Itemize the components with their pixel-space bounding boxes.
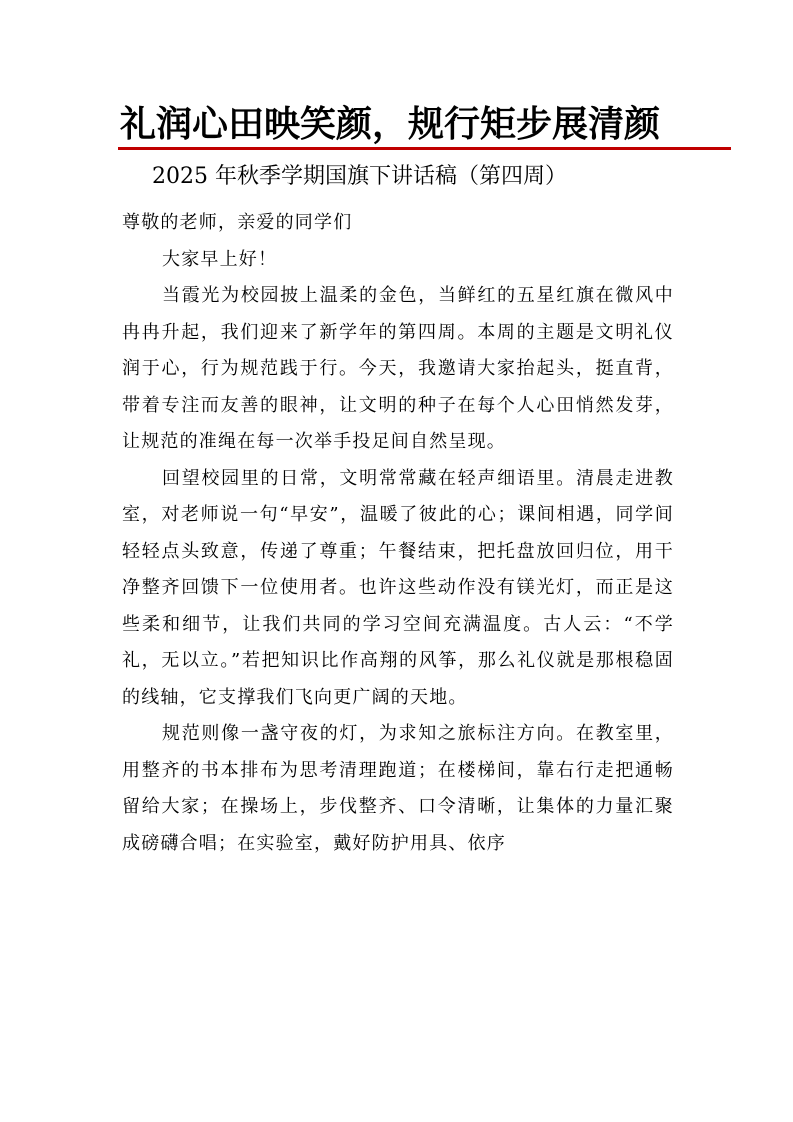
paragraph-2: 回望校园里的日常，文明常常藏在轻声细语里。清晨走进教室，对老师说一句“早安”，温暖了彼此的心；课间相遇，同学间轻轻点头致意，传递了尊重；午餐结束，把托盘放回归位，用干净整齐回馈下一位使用者。也许这些动作没有镁光灯，而正是这些柔和细节，让我们共同的学习空间充满温度。古人云：“不学礼，无以立。”若把知识比作高翔的风筝，那么礼仪就是那根稳固的线轴，它支撑我们飞向更广阔的天地。 xyxy=(122,467,674,708)
document-subtitle: 2025 年秋季学期国旗下讲话稿（第四周） xyxy=(152,164,567,189)
greeting: 大家早上好！ xyxy=(162,248,278,270)
speech-body xyxy=(122,205,674,862)
document-title: 礼润心田映笑颜，规行矩步展清颜 xyxy=(120,103,661,145)
paragraph-1: 当霞光为校园披上温柔的金色，当鲜红的五星红旗在微风中冉冉升起，我们迎来了新学年的第四周。本周的主题是文明礼仪润于心，行为规范践于行。今天，我邀请大家抬起头，挺直背，带着专注而友善的眼神，让文明的种子在每个人心田悄然发芽，让规范的准绳在每一次举手投足间自然呈现。 xyxy=(122,285,674,452)
title-underline xyxy=(118,147,731,150)
paragraph-3: 规范则像一盏守夜的灯，为求知之旅标注方向。在教室里，用整齐的书本排布为思考清理跑道；在楼梯间，靠右行走把通畅留给大家；在操场上，步伐整齐、口令清晰，让集体的力量汇聚成磅礴合唱；在实验室，戴好防护用具、依序 xyxy=(122,723,674,854)
salutation: 尊敬的老师，亲爱的同学们 xyxy=(122,212,353,233)
